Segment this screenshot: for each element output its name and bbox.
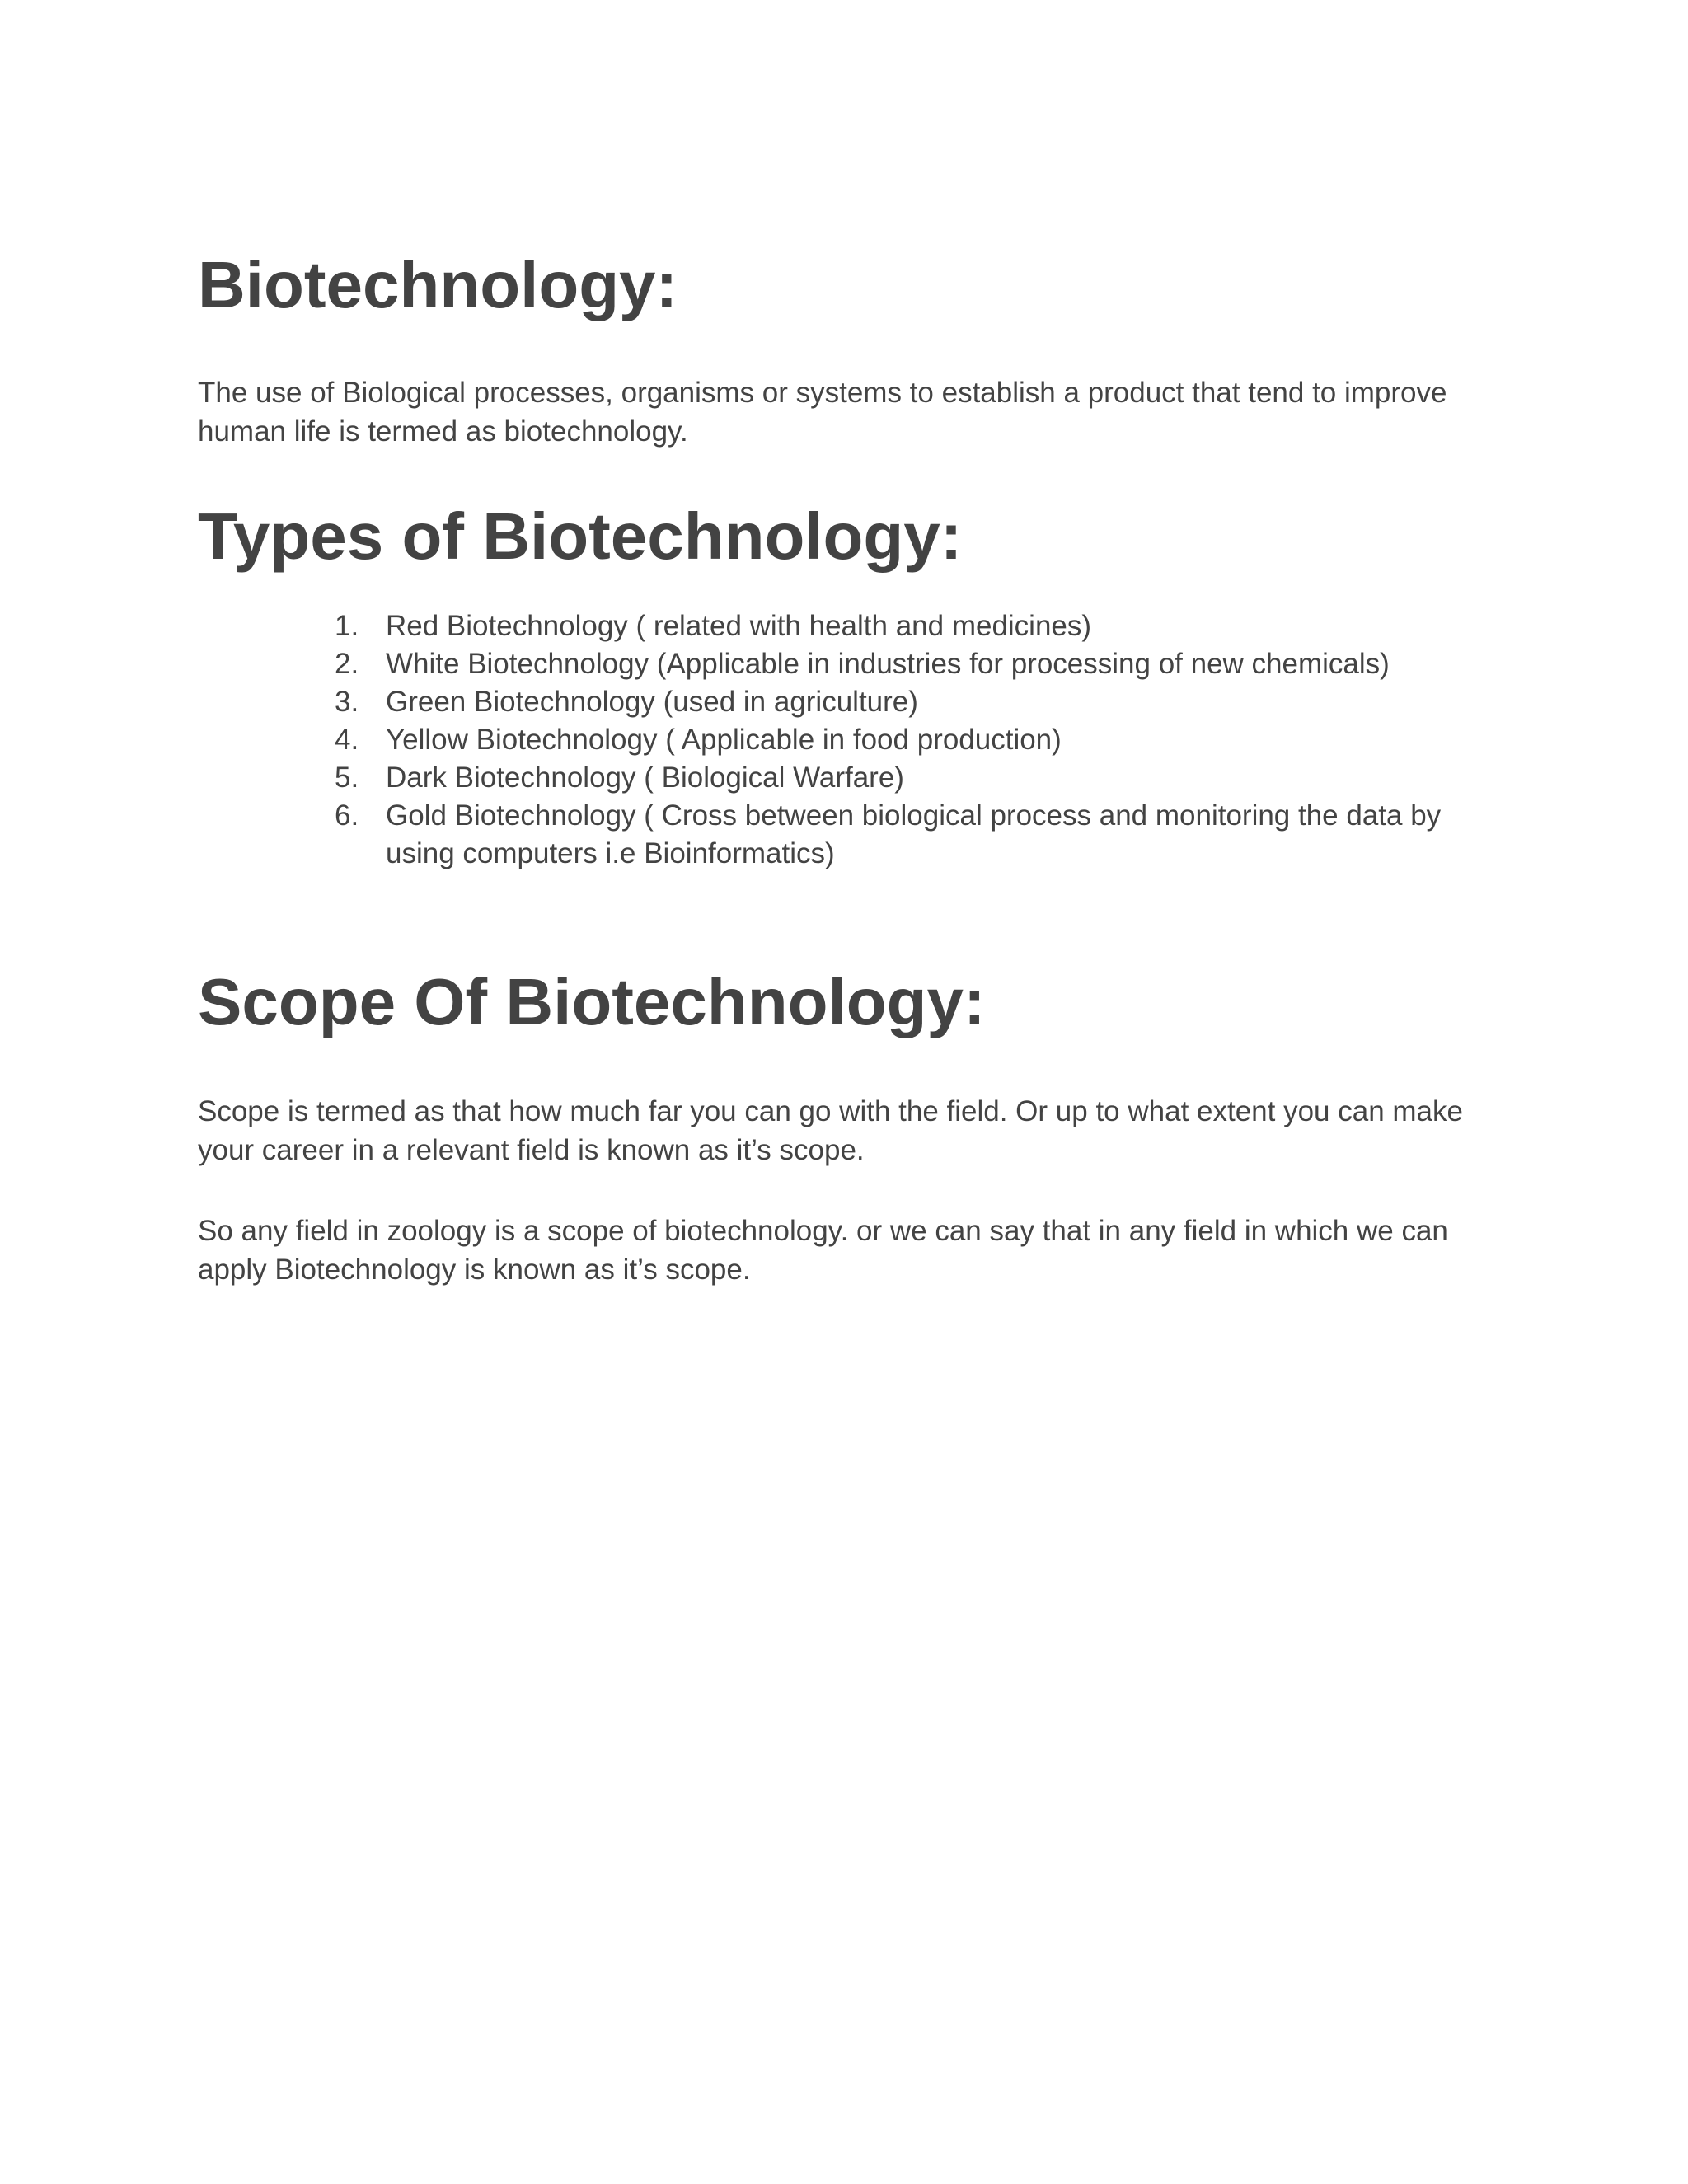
scope-paragraph-1: Scope is termed as that how much far you can go with the field. Or up to what extent you can make your career in a relevant field is known as it’s scope. <box>198 1095 1463 1166</box>
list-item-number: 5. <box>335 762 359 794</box>
scope-paragraph-2: So any field in zoology is a scope of biotechnology. or we can say that in any field in which we can apply Biotechnology is known as it’s scope. <box>198 1215 1448 1286</box>
list-item <box>198 645 1484 683</box>
types-list <box>198 607 1484 873</box>
list-item-text: Green Biotechnology (used in agriculture) <box>386 686 918 718</box>
heading-biotechnology: Biotechnology: <box>198 248 678 321</box>
list-item-text: Yellow Biotechnology ( Applicable in food production) <box>386 724 1062 756</box>
list-item <box>198 759 1484 797</box>
list-item-text: Dark Biotechnology ( Biological Warfare) <box>386 762 904 794</box>
list-item-text: White Biotechnology (Applicable in industries for processing of new chemicals) <box>386 648 1390 680</box>
heading-scope-of-biotechnology: Scope Of Biotechnology: <box>198 965 986 1038</box>
list-item <box>198 797 1484 873</box>
list-item-text: Gold Biotechnology ( Cross between biological process and monitoring the data by using computers i.e Bioinformatics) <box>386 799 1442 869</box>
list-item <box>198 607 1484 645</box>
heading-types-of-biotechnology: Types of Biotechnology: <box>198 499 963 573</box>
list-item-number: 3. <box>335 686 359 718</box>
list-item-text: Red Biotechnology ( related with health and medicines) <box>386 610 1092 642</box>
list-item-number: 6. <box>335 799 359 832</box>
list-item-number: 4. <box>335 724 359 756</box>
intro-paragraph: The use of Biological processes, organisms or systems to establish a product that tend to improve human life is termed as biotechnology. <box>198 377 1447 448</box>
list-item <box>198 683 1484 721</box>
list-item <box>198 721 1484 759</box>
list-item-number: 2. <box>335 648 359 680</box>
list-item-number: 1. <box>335 610 359 642</box>
